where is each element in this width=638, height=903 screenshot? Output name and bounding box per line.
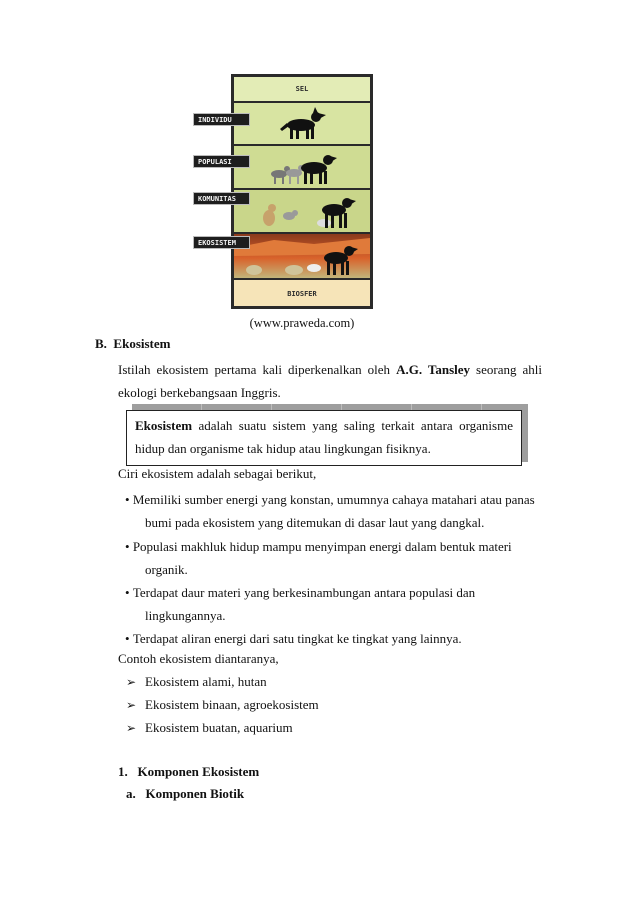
- contoh-item: [126, 720, 293, 736]
- ciri-item: • Populasi makhluk hidup mampu menyimpan energi dalam bentuk materi organik.: [125, 535, 543, 581]
- ciri-item-line: Terdapat daur materi yang berkesinambungan antara populasi dan: [132, 585, 476, 600]
- level-komunitas: [234, 188, 370, 232]
- contoh-item: [126, 674, 267, 690]
- community-icon: [234, 190, 370, 232]
- ciri-item: • Terdapat aliran energi dari satu tingkat ke tingkat yang lainnya.: [125, 631, 462, 646]
- contoh-intro: Contoh ekosistem diantaranya,: [118, 651, 279, 666]
- intro-name: A.G. Tansley: [396, 362, 471, 377]
- level-ekosistem: [234, 232, 370, 278]
- ciri-item-line: Memiliki sumber energi yang konstan, umumnya cahaya matahari atau panas: [132, 492, 535, 507]
- tag-ekosistem: EKOSISTEM: [193, 236, 250, 249]
- tag-individu: INDIVIDU: [193, 113, 250, 126]
- ecosystem-icon: [234, 234, 370, 278]
- ciri-intro: Ciri ekosistem adalah sebagai berikut,: [118, 466, 317, 481]
- ciri-item-line: Terdapat aliran energi dari satu tingkat ke tingkat yang lainnya.: [132, 631, 462, 646]
- level-populasi: [234, 144, 370, 188]
- definition-term: Ekosistem: [135, 418, 193, 433]
- wolf-pack-icon: [234, 146, 370, 188]
- contoh-item-text: Ekosistem alami, hutan: [145, 674, 267, 689]
- level-sel-label: SEL: [295, 85, 309, 93]
- level-biosfer: [234, 278, 370, 306]
- definition-text: adalah suatu sistem yang saling terkait antara organisme hidup dan organisme tak hidup atau lingkungan fisiknya.: [135, 418, 513, 456]
- wolf-icon: [234, 103, 370, 144]
- section-heading: B. Ekosistem: [95, 336, 171, 351]
- ciri-item-line: organik.: [145, 562, 188, 577]
- subheading-biotik: a. Komponen Biotik: [126, 786, 245, 801]
- intro-paragraph: [118, 358, 542, 404]
- arrow-bullet-icon: ➢: [126, 698, 137, 712]
- ciri-item-line: Populasi makhluk hidup mampu menyimpan energi dalam bentuk materi: [132, 539, 512, 554]
- subheading-komponen: 1. Komponen Ekosistem: [118, 764, 260, 779]
- level-sel: [234, 77, 370, 101]
- contoh-item-text: Ekosistem binaan, agroekosistem: [145, 697, 319, 712]
- ciri-item-line: lingkungannya.: [145, 608, 226, 623]
- contoh-item-text: Ekosistem buatan, aquarium: [145, 720, 293, 735]
- contoh-item: [126, 697, 319, 713]
- intro-text-pre: Istilah ekosistem pertama kali diperkenalkan oleh: [118, 362, 397, 377]
- tag-komunitas: KOMUNITAS: [193, 192, 250, 205]
- arrow-bullet-icon: ➢: [126, 721, 137, 735]
- level-biosfer-label: BIOSFER: [287, 290, 317, 298]
- ciri-item: • Terdapat daur materi yang berkesinambungan antara populasi dan lingkungannya.: [125, 581, 543, 627]
- ciri-item: • Memiliki sumber energi yang konstan, umumnya cahaya matahari atau panas bumi pada ekosistem yang ditemukan di dasar laut yang dangkal.: [125, 488, 543, 534]
- ecology-levels-figure: [231, 74, 373, 309]
- intro-text-post: seorang ahli ekologi berkebangsaan Inggris.: [118, 362, 543, 400]
- level-individu: [234, 101, 370, 144]
- ciri-item-line: bumi pada ekosistem yang ditemukan di dasar laut yang dangkal.: [145, 515, 485, 530]
- tag-populasi: POPULASI: [193, 155, 250, 168]
- figure-caption: (www.praweda.com): [249, 316, 355, 330]
- arrow-bullet-icon: ➢: [126, 675, 137, 689]
- definition-box: [126, 410, 522, 466]
